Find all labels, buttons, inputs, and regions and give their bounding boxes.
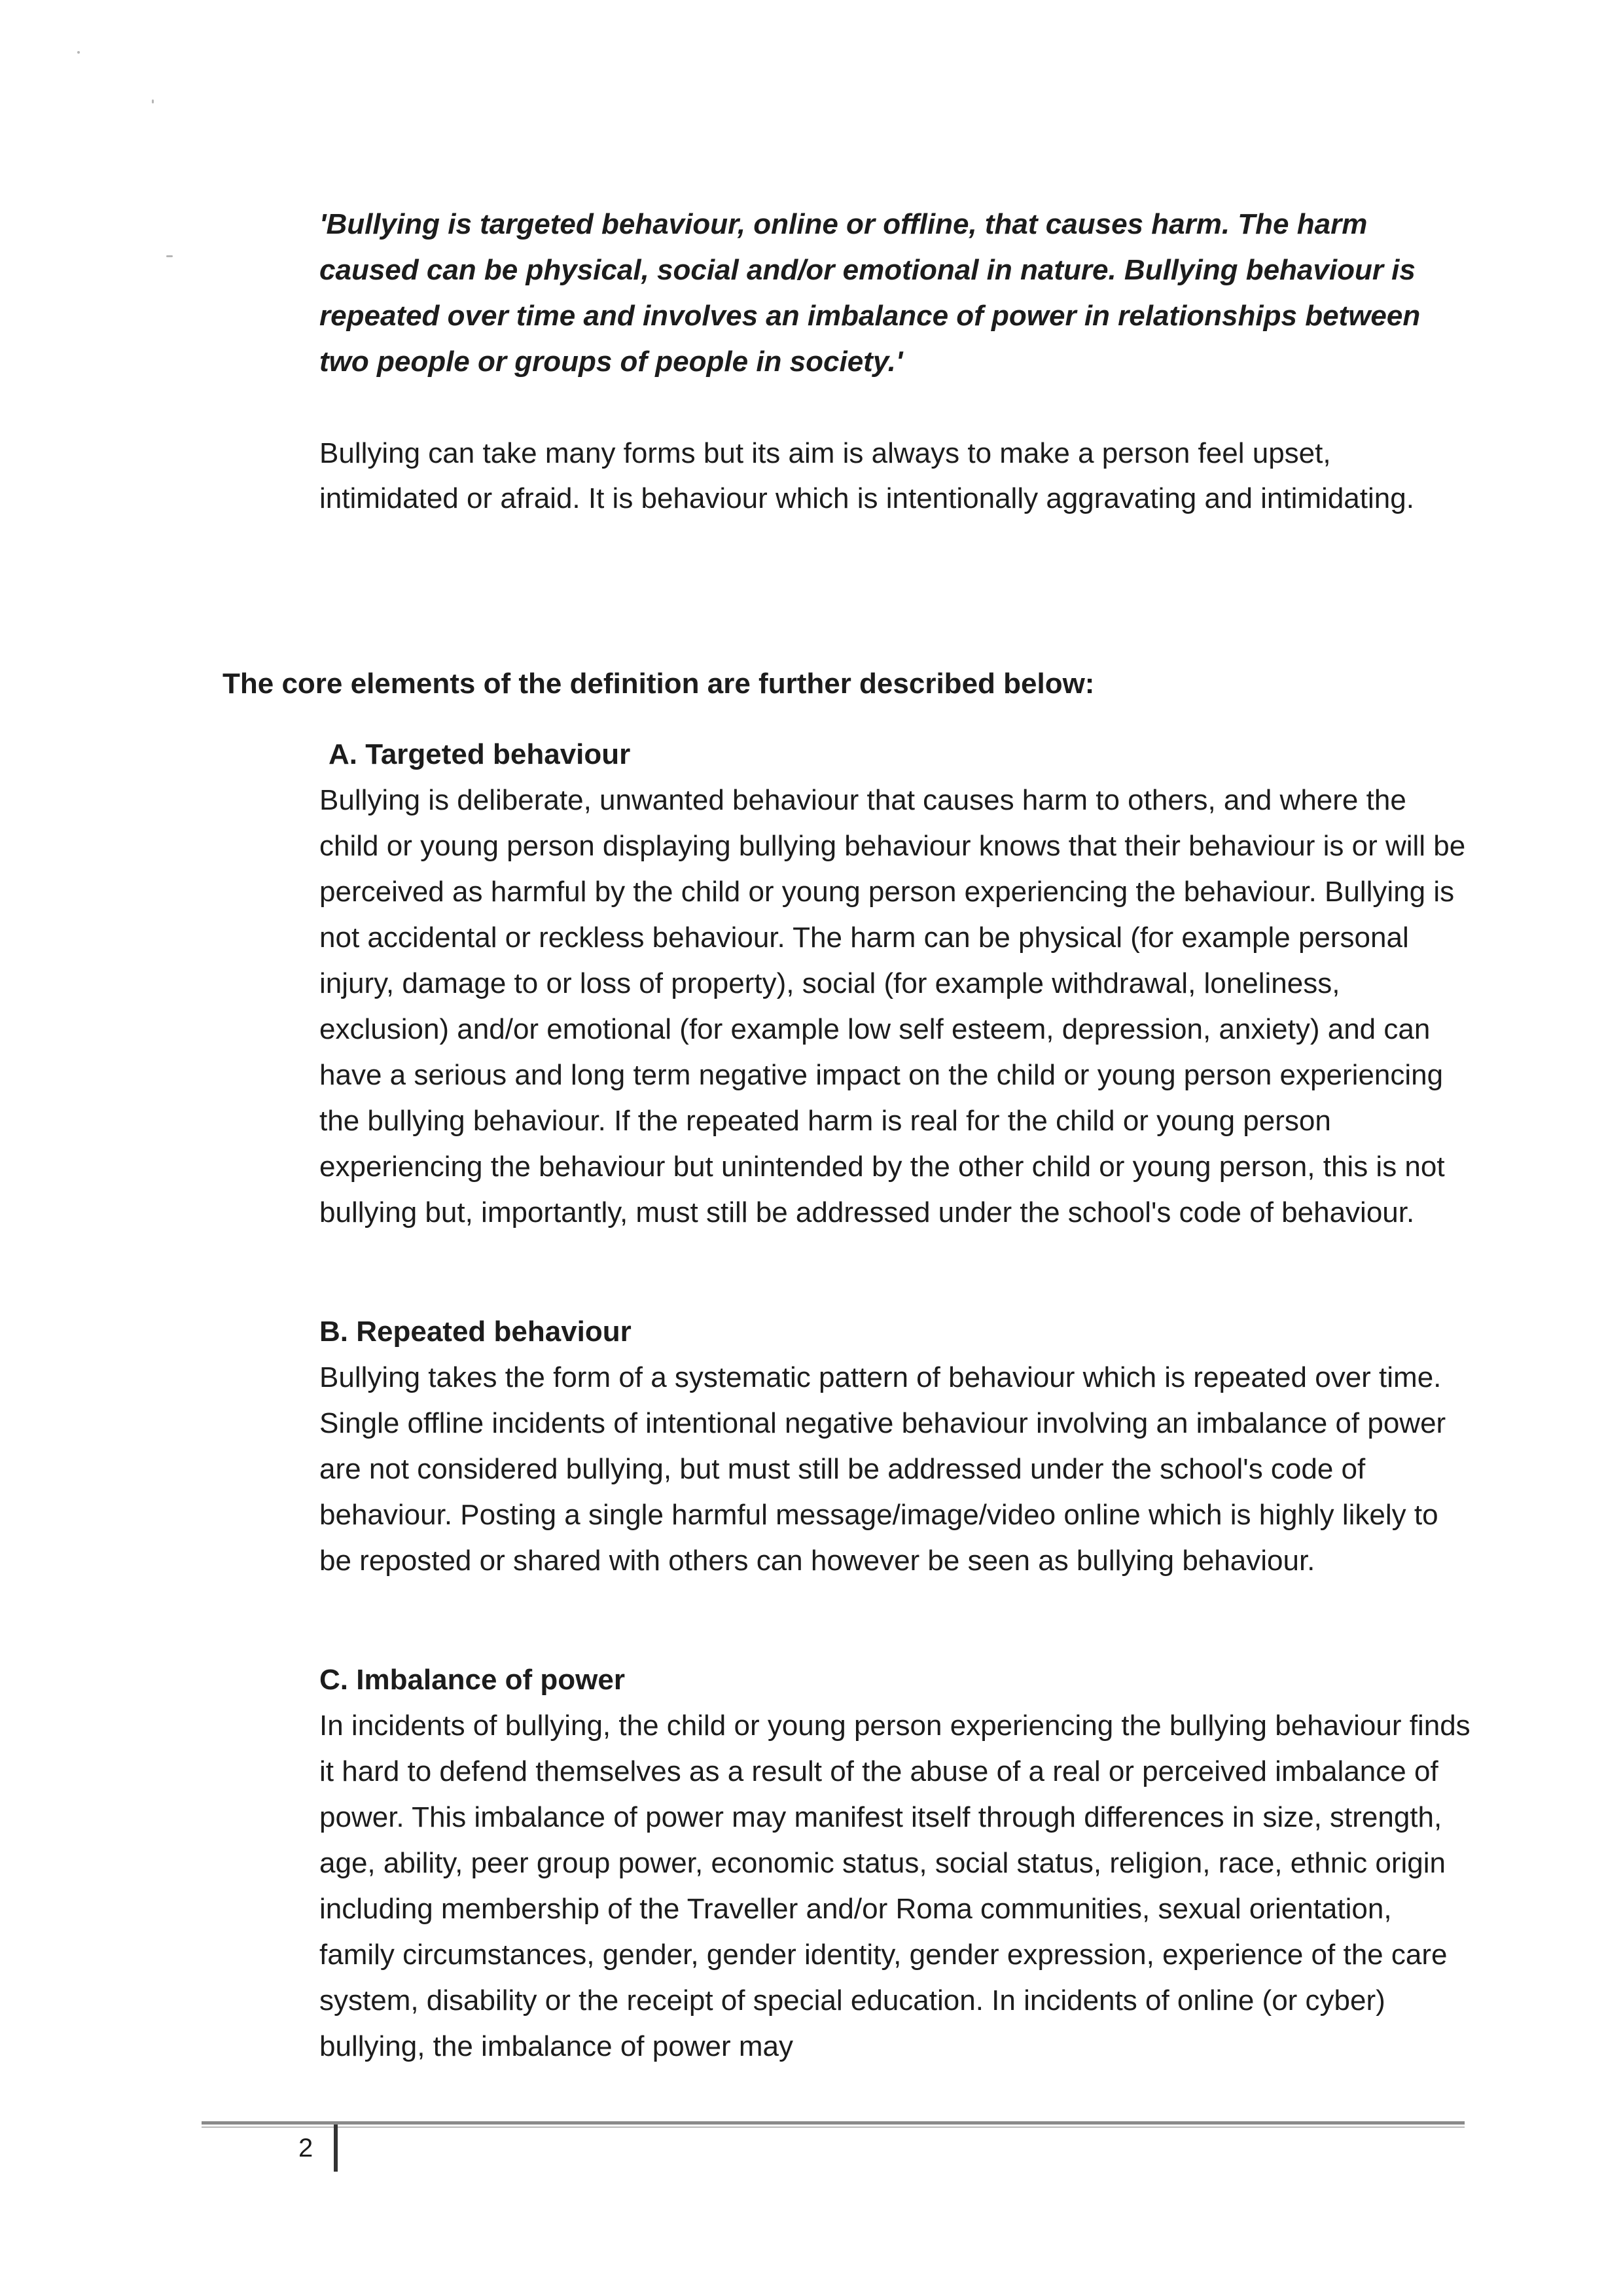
- footer-rule-thin: [202, 2126, 1465, 2128]
- section-heading: B. Repeated behaviour: [319, 1316, 632, 1348]
- section-heading: A. Targeted behaviour: [329, 738, 631, 770]
- section-body: Bullying is deliberate, unwanted behaviour that causes harm to others, and where the child or young person displaying bullying behaviour knows that their behaviour is or will be perceived as harmful by the child or young person experiencing the behaviour. Bullying is not accidental or reckless behaviour. The harm can be physical (for example personal injury, damage to or loss of property), social (for example withdrawal, loneliness, exclusion) and/or emotional (for example low self esteem, depression, anxiety) and can have a serious and long term negative impact on the child or young person experiencing the bullying behaviour. If the repeated harm is real for the child or young person experiencing the behaviour but unintended by the other child or young person, this is not bullying but, importantly, must still be addressed under the school's code of behaviour.: [319, 784, 1466, 1229]
- scan-speck: [166, 255, 173, 257]
- page-number: 2: [298, 2134, 313, 2162]
- definition-quote: 'Bullying is targeted behaviour, online or offline, that causes harm. The harm caused can be physical, social and/or emotional in nature. Bullying behaviour is repeated over time and involves an imbalance of power in relationships between two people or groups of people in society.': [319, 208, 1421, 378]
- core-elements-heading: The core elements of the definition are further described below:: [223, 668, 1095, 700]
- section-body: Bullying takes the form of a systematic pattern of behaviour which is repeated over time. Single offline incidents of intentional negative behaviour involving an imbalance of power are not considered bullying, but must still be addressed under the school's code of behaviour. Posting a single harmful message/image/video online which is highly likely to be reposted or shared with others can however be seen as bullying behaviour.: [319, 1361, 1446, 1577]
- section-heading: C. Imbalance of power: [319, 1664, 625, 1696]
- section-imbalance-of-power: [319, 1657, 1471, 2070]
- footer-rule: [202, 2121, 1465, 2125]
- section-targeted-behaviour: [319, 732, 1471, 1236]
- intro-paragraph: Bullying can take many forms but its aim is always to make a person feel upset, intimidated or afraid. It is behaviour which is intentionally aggravating and intimidating.: [319, 437, 1414, 514]
- footer-divider-bar: [334, 2125, 338, 2172]
- section-repeated-behaviour: [319, 1309, 1471, 1584]
- section-body: In incidents of bullying, the child or young person experiencing the bullying behaviour finds it hard to defend themselves as a result of the abuse of a real or perceived imbalance of power. This imbalance of power may manifest itself through differences in size, strength, age, ability, peer group power, economic status, social status, religion, race, ethnic origin including membership of the Traveller and/or Roma communities, sexual orientation, family circumstances, gender, gender identity, gender expression, experience of the care system, disability or the receipt of special education. In incidents of online (or cyber) bullying, the imbalance of power may: [319, 1710, 1471, 2062]
- scan-speck: [152, 99, 154, 103]
- scan-speck: [77, 51, 80, 54]
